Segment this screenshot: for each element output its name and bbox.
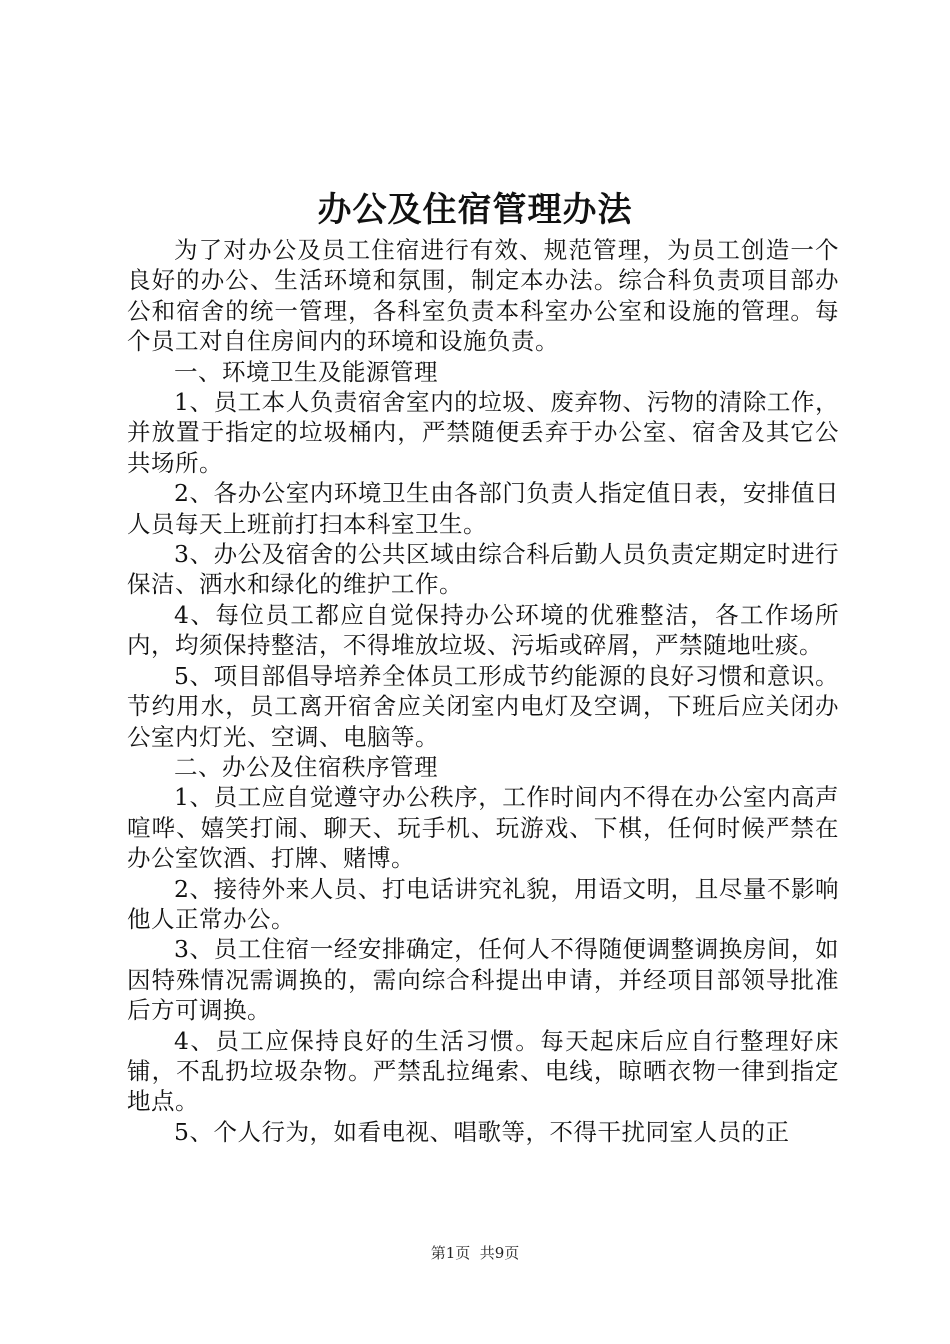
paragraph: 5、项目部倡导培养全体员工形成节约能源的良好习惯和意识。节约用水，员工离开宿舍应关闭室内电灯及空调，下班后应关闭办公室内灯光、空调、电脑等。 <box>127 661 839 751</box>
paragraph: 5、个人行为，如看电视、唱歌等，不得干扰同室人员的正 <box>174 1117 790 1146</box>
section-heading-1: 一、环境卫生及能源管理 <box>174 357 438 386</box>
document-title: 办公及住宿管理办法 <box>317 190 633 230</box>
paragraph: 2、各办公室内环境卫生由各部门负责人指定值日表，安排值日人员每天上班前打扫本科室卫生。 <box>127 479 839 538</box>
paragraph: 3、员工住宿一经安排确定，任何人不得随便调整调换房间，如因特殊情况需调换的，需向综合科提出申请，并经项目部领导批准后方可调换。 <box>127 935 839 1025</box>
paragraph: 4、每位员工都应自觉保持办公环境的优雅整洁，各工作场所内，均须保持整洁，不得堆放垃圾、污垢或碎屑，严禁随地吐痰。 <box>127 600 839 660</box>
section-heading-2: 二、办公及住宿秩序管理 <box>174 752 438 781</box>
document-body <box>127 235 839 1147</box>
intro-paragraph: 为了对办公及员工住宿进行有效、规范管理，为员工创造一个良好的办公、生活环境和氛围，制定本办法。综合科负责项目部办公和宿舍的统一管理，各科室负责本科室办公室和设施的管理。每个员工对自住房间内的环境和设施负责。 <box>127 236 839 356</box>
paragraph: 1、员工本人负责宿舍室内的垃圾、废弃物、污物的清除工作，并放置于指定的垃圾桶内，严禁随便丢弃于办公室、宿舍及其它公共场所。 <box>127 388 839 477</box>
paragraph: 4、员工应保持良好的生活习惯。每天起床后应自行整理好床铺，不乱扔垃圾杂物。严禁乱拉绳索、电线，晾晒衣物一律到指定地点。 <box>127 1026 839 1116</box>
paragraph: 3、办公及宿舍的公共区域由综合科后勤人员负责定期定时进行保洁、洒水和绿化的维护工作。 <box>127 540 839 599</box>
paragraph: 2、接待外来人员、打电话讲究礼貌，用语文明，且尽量不影响他人正常办公。 <box>127 874 839 933</box>
paragraph: 1、员工应自觉遵守办公秩序，工作时间内不得在办公室内高声喧哗、嬉笑打闹、聊天、玩手机、玩游戏、下棋，任何时候严禁在办公室饮酒、打牌、赌博。 <box>127 783 839 873</box>
page-footer: 第1页 共9页 <box>430 1244 520 1262</box>
